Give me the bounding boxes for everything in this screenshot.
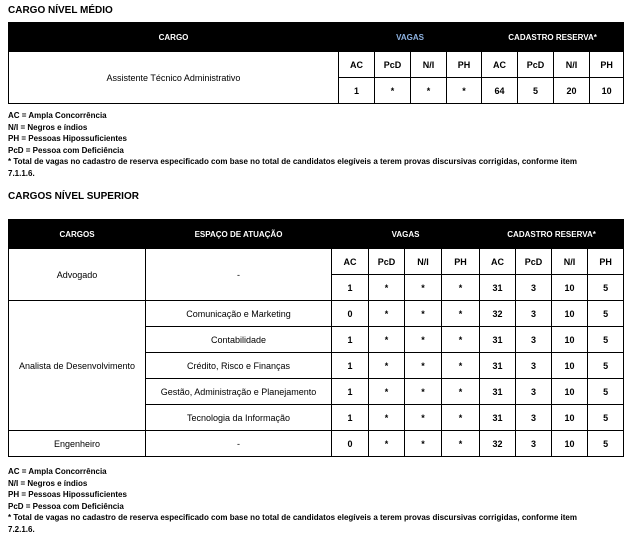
value-cell: 31 <box>480 275 516 301</box>
value-cell: 5 <box>588 353 624 379</box>
value-cell: 1 <box>332 405 369 431</box>
value-cell: 5 <box>588 275 624 301</box>
value-cell: 1 <box>332 379 369 405</box>
subheader-ac: AC <box>332 249 369 275</box>
espaco-row: Tecnologia da Informação <box>146 405 332 431</box>
legend-line: N/I = Negros e índios <box>8 122 88 132</box>
espaco-row: Crédito, Risco e Finanças <box>146 353 332 379</box>
espaco-row: Comunicação e Marketing <box>146 301 332 327</box>
value-cell: * <box>442 353 480 379</box>
value-cell: 3 <box>516 327 552 353</box>
table-medio <box>8 22 624 104</box>
subheader-cr-ni: N/I <box>552 249 588 275</box>
section-title-superior: CARGOS NÍVEL SUPERIOR <box>8 191 139 202</box>
value-cell: 20 <box>554 78 590 104</box>
legend-line: * Total de vagas no cadastro de reserva especificado com base no total de candidatos elegíveis a terem provas discursivas corrigidas, conforme item <box>8 513 577 522</box>
header-cadastro: CADASTRO RESERVA* <box>482 23 624 52</box>
value-cell: 10 <box>552 405 588 431</box>
value-cell: 0 <box>332 301 369 327</box>
value-cell: 5 <box>588 301 624 327</box>
value-cell: * <box>405 379 442 405</box>
value-cell: * <box>369 275 405 301</box>
value-cell: * <box>405 405 442 431</box>
value-cell: 3 <box>516 275 552 301</box>
value-cell: * <box>369 301 405 327</box>
value-cell: * <box>375 78 411 104</box>
header-cargos: CARGOS <box>9 220 146 249</box>
espaco-row: Contabilidade <box>146 327 332 353</box>
value-cell: 3 <box>516 431 552 457</box>
section-title-medio: CARGO NÍVEL MÉDIO <box>8 5 113 16</box>
legend-line: * Total de vagas no cadastro de reserva especificado com base no total de candidatos elegíveis a terem provas discursivas corrigidas, conforme item <box>8 157 577 166</box>
subheader-pcd: PcD <box>375 52 411 78</box>
value-cell: 5 <box>588 431 624 457</box>
header-espaco: ESPAÇO DE ATUAÇÃO <box>146 220 332 249</box>
legend-line: AC = Ampla Concorrência <box>8 111 107 120</box>
value-cell: * <box>405 275 442 301</box>
subheader-ph: PH <box>442 249 480 275</box>
value-cell: * <box>369 405 405 431</box>
subheader-cr-ni: N/I <box>554 52 590 78</box>
value-cell: 1 <box>332 327 369 353</box>
espaco-row: Gestão, Administração e Planejamento <box>146 379 332 405</box>
subheader-cr-pcd: PcD <box>518 52 554 78</box>
value-cell: 5 <box>588 379 624 405</box>
value-cell: * <box>369 327 405 353</box>
subheader-ni: N/I <box>405 249 442 275</box>
value-cell: 5 <box>588 405 624 431</box>
legend-line: PcD = Pessoa com Deficiência <box>8 501 124 511</box>
espaco-advogado: - <box>146 249 332 301</box>
subheader-cr-pcd: PcD <box>516 249 552 275</box>
value-cell: * <box>369 353 405 379</box>
value-cell: 32 <box>480 431 516 457</box>
value-cell: * <box>442 405 480 431</box>
header-cadastro: CADASTRO RESERVA* <box>480 220 624 249</box>
value-cell: 31 <box>480 353 516 379</box>
value-cell: * <box>447 78 482 104</box>
cargo-advogado: Advogado <box>9 249 146 301</box>
value-cell: 3 <box>516 379 552 405</box>
value-cell: 10 <box>552 275 588 301</box>
cargo-engenheiro: Engenheiro <box>9 431 146 457</box>
value-cell: 31 <box>480 327 516 353</box>
subheader-cr-ac: AC <box>480 249 516 275</box>
value-cell: * <box>405 301 442 327</box>
header-cargo: CARGO <box>9 23 339 52</box>
value-cell: 10 <box>590 78 624 104</box>
header-vagas: VAGAS <box>339 23 482 52</box>
subheader-ni: N/I <box>411 52 447 78</box>
value-cell: * <box>442 379 480 405</box>
subheader-ac: AC <box>339 52 375 78</box>
legend-medio <box>8 110 577 179</box>
value-cell: 64 <box>482 78 518 104</box>
value-cell: 3 <box>516 301 552 327</box>
value-cell: 10 <box>552 379 588 405</box>
legend-line: PcD = Pessoa com Deficiência <box>8 145 124 155</box>
value-cell: * <box>369 431 405 457</box>
value-cell: * <box>405 431 442 457</box>
legend-line: AC = Ampla Concorrência <box>8 467 107 476</box>
header-vagas: VAGAS <box>332 220 480 249</box>
value-cell: 1 <box>339 78 375 104</box>
legend-line: N/I = Negros e índios <box>8 478 88 488</box>
value-cell: 1 <box>332 275 369 301</box>
value-cell: * <box>405 327 442 353</box>
value-cell: 0 <box>332 431 369 457</box>
value-cell: 3 <box>516 353 552 379</box>
value-cell: * <box>405 353 442 379</box>
espaco-engenheiro: - <box>146 431 332 457</box>
value-cell: * <box>411 78 447 104</box>
subheader-cr-ph: PH <box>588 249 624 275</box>
value-cell: 31 <box>480 379 516 405</box>
value-cell: 1 <box>332 353 369 379</box>
legend-superior <box>8 466 577 535</box>
value-cell: 31 <box>480 405 516 431</box>
legend-line: 7.1.1.6. <box>8 168 35 178</box>
value-cell: 5 <box>518 78 554 104</box>
value-cell: 32 <box>480 301 516 327</box>
value-cell: 10 <box>552 353 588 379</box>
value-cell: 3 <box>516 405 552 431</box>
value-cell: 5 <box>588 327 624 353</box>
cargo-name: Assistente Técnico Administrativo <box>9 52 339 104</box>
subheader-pcd: PcD <box>369 249 405 275</box>
value-cell: * <box>442 301 480 327</box>
legend-line: PH = Pessoas Hipossuficientes <box>8 134 127 143</box>
subheader-ph: PH <box>447 52 482 78</box>
cargo-analista: Analista de Desenvolvimento <box>9 301 146 431</box>
value-cell: * <box>442 275 480 301</box>
value-cell: * <box>369 379 405 405</box>
value-cell: 10 <box>552 301 588 327</box>
legend-line: PH = Pessoas Hipossuficientes <box>8 490 127 499</box>
legend-line: 7.2.1.6. <box>8 524 35 534</box>
subheader-cr-ph: PH <box>590 52 624 78</box>
subheader-cr-ac: AC <box>482 52 518 78</box>
value-cell: * <box>442 327 480 353</box>
value-cell: * <box>442 431 480 457</box>
value-cell: 10 <box>552 431 588 457</box>
table-superior <box>8 219 624 457</box>
value-cell: 10 <box>552 327 588 353</box>
